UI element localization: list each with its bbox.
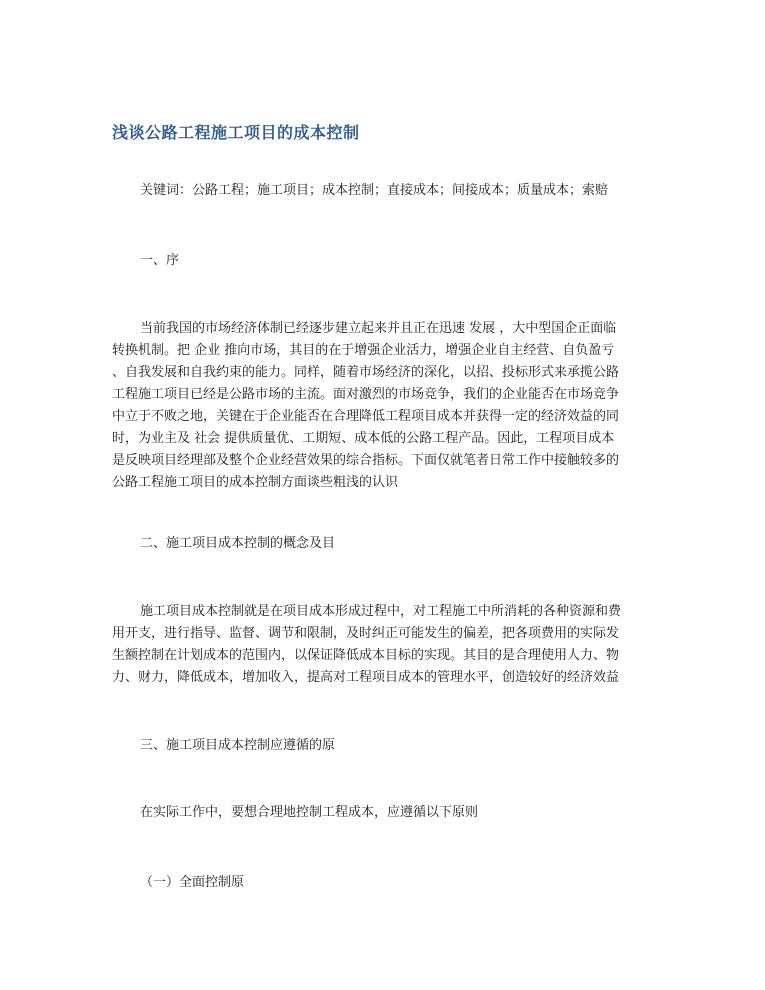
paragraph-line: 中立于不败之地，关键在于企业能否在合理降低工程项目成本并获得一定的经济效益的同 bbox=[112, 409, 620, 424]
section-1-paragraph bbox=[112, 318, 652, 494]
section-2-paragraph bbox=[112, 601, 652, 689]
paragraph-line: 生额控制在计划成本的范围内，以保证降低成本目标的实现。其目的是合理使用人力、物 bbox=[112, 648, 620, 663]
paragraph-line: 施工项目成本控制就是在项目成本形成过程中，对工程施工中所消耗的各种资源和费 bbox=[140, 604, 622, 619]
paragraph-line: 当前我国的市场经济体制已经逐步建立起来并且正在迅速 发展 ，大中型国企正面临 bbox=[140, 321, 617, 336]
paragraph-line: 是反映项目经理部及整个企业经营效果的综合指标。下面仅就笔者日常工作中接触较多的 bbox=[112, 453, 620, 468]
paragraph-line: 力、财力，降低成本，增加收入，提高对工程项目成本的管理水平，创造较好的经济效益 bbox=[112, 670, 620, 685]
section-3-subheading: （一）全面控制原 bbox=[140, 875, 245, 890]
paragraph-line: 工程施工项目已经是公路市场的主流。面对激烈的市场竞争，我们的企业能否在市场竞争 bbox=[112, 387, 620, 402]
paragraph-line: 公路工程施工项目的成本控制方面谈些粗浅的认识 bbox=[112, 475, 399, 490]
keywords-line: 关键词：公路工程；施工项目；成本控制；直接成本；间接成本；质量成本；索赔 bbox=[140, 183, 609, 198]
section-3-intro: 在实际工作中，要想合理地控制工程成本，应遵循以下原则 bbox=[140, 805, 479, 820]
document-title: 浅谈公路工程施工项目的成本控制 bbox=[112, 123, 360, 142]
section-1-heading: 一、序 bbox=[140, 253, 180, 268]
paragraph-line: 时，为业主及 社会 提供质量优、工期短、成本低的公路工程产品。因此，工程项目成本 bbox=[112, 431, 615, 446]
paragraph-line: 转换机制。把 企业 推向市场，其目的在于增强企业活力，增强企业自主经营、自负盈亏 bbox=[112, 343, 615, 358]
section-2-heading: 二、施工项目成本控制的概念及目 bbox=[140, 536, 336, 551]
paragraph-line: 用开支，进行指导、监督、调节和限制，及时纠正可能发生的偏差，把各项费用的实际发 bbox=[112, 626, 620, 641]
paragraph-line: 、自我发展和自我约束的能力。同样，随着市场经济的深化，以招、投标形式来承揽公路 bbox=[112, 365, 620, 380]
section-3-heading: 三、施工项目成本控制应遵循的原 bbox=[140, 738, 336, 753]
